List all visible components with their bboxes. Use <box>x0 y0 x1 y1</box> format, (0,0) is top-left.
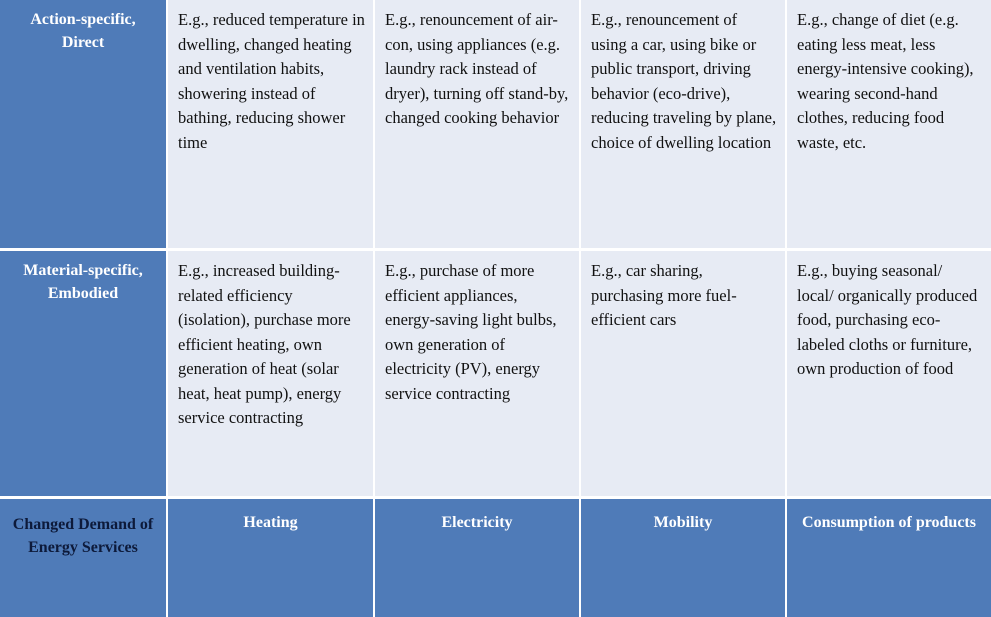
column-heading-mobility: Mobility <box>581 499 785 617</box>
column-heading-consumption: Consumption of products <box>787 499 991 617</box>
cell-embodied-heating: E.g., increased building-related efficiency (isolation), purchase more efficient heating, own generation of heat (solar heat, heat pump), energy service contracting <box>168 251 373 496</box>
footer-corner-label: Changed Demand of Energy Services <box>0 499 166 617</box>
cell-direct-consumption: E.g., change of diet (e.g. eating less meat, less energy-intensive cooking), wearing second-hand clothes, reducing food waste, etc. <box>787 0 991 248</box>
cell-direct-electricity: E.g., renouncement of air-con, using appliances (e.g. laundry rack instead of dryer), turning off stand-by, changed cooking behavior <box>375 0 579 248</box>
cell-embodied-mobility: E.g., car sharing, purchasing more fuel-efficient cars <box>581 251 785 496</box>
cell-direct-mobility: E.g., renouncement of using a car, using bike or public transport, driving behavior (eco-drive), reducing traveling by plane, choice of dwelling location <box>581 0 785 248</box>
column-heading-electricity: Electricity <box>375 499 579 617</box>
cell-embodied-consumption: E.g., buying seasonal/ local/ organically produced food, purchasing eco-labeled cloths or furniture, own production of food <box>787 251 991 496</box>
column-heading-heating: Heating <box>168 499 373 617</box>
row-header-embodied: Material-specific, Embodied <box>0 251 166 496</box>
cell-embodied-electricity: E.g., purchase of more efficient appliances, energy-saving light bulbs, own generation of electricity (PV), energy service contracting <box>375 251 579 496</box>
row-header-direct: Action-specific, Direct <box>0 0 166 248</box>
cell-direct-heating: E.g., reduced temperature in dwelling, changed heating and ventilation habits, showering instead of bathing, reducing shower time <box>168 0 373 248</box>
